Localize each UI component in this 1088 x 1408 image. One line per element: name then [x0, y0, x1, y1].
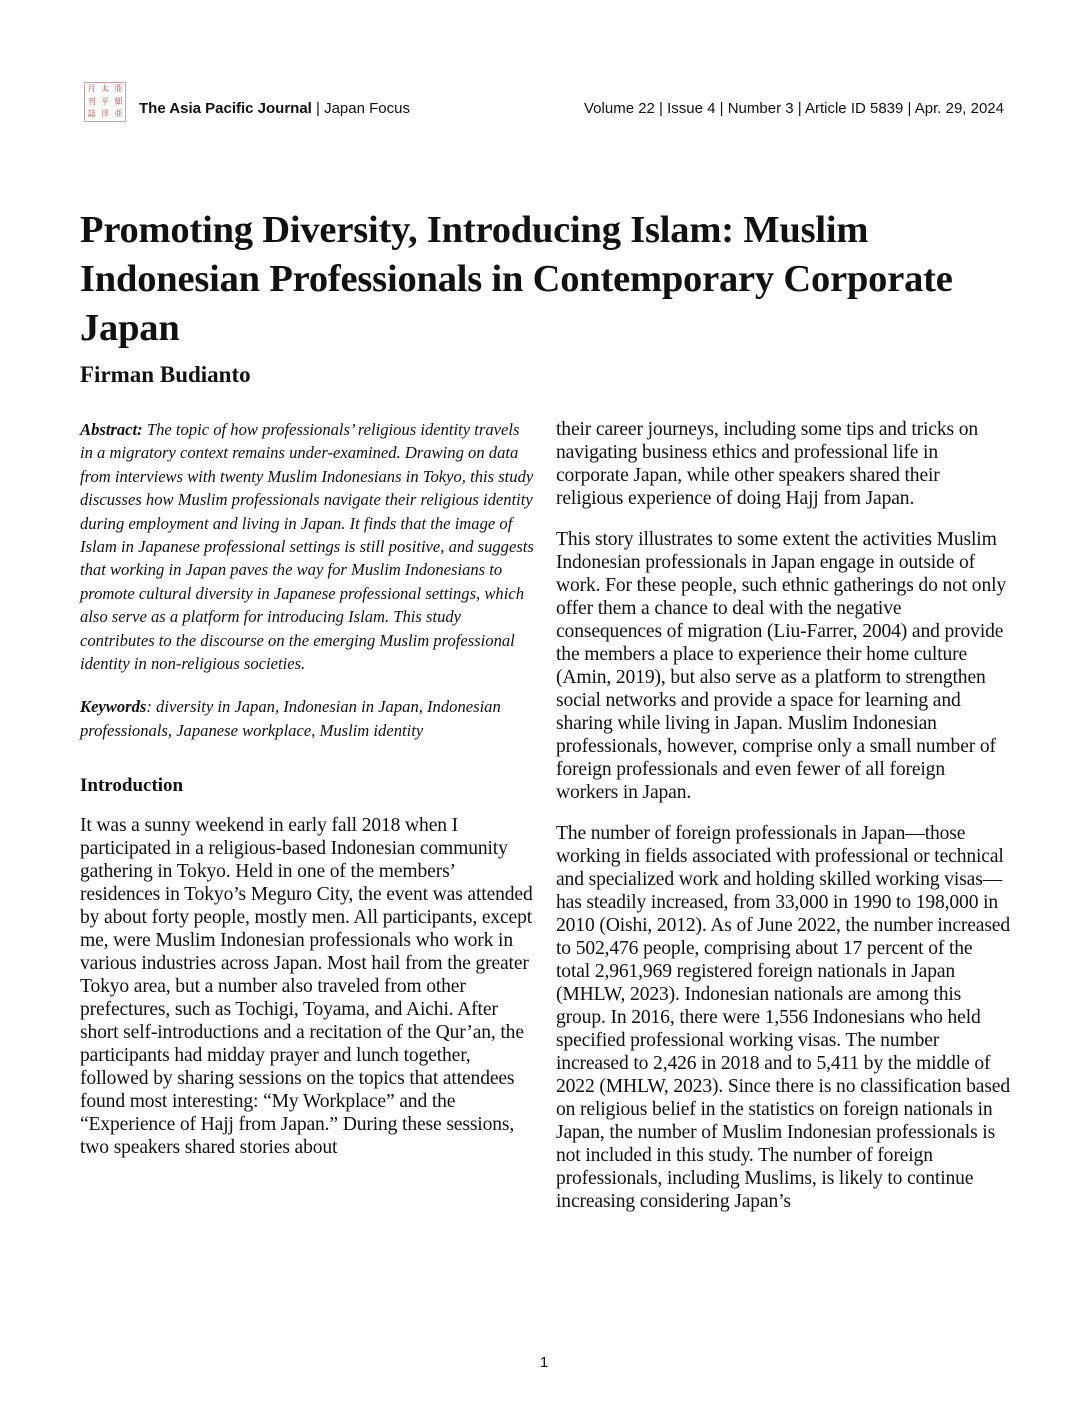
- abstract-text: The topic of how professionals’ religious identity travels in a migratory context remains under-examined. Drawing on data from interviews with twenty Muslim Indonesians in Tokyo, this study discusses how Muslim professionals navigate their religious identity during employment and living in Japan. It finds that the image of Islam in Japanese professional settings is still positive, and suggests that working in Japan paves the way for Muslim Indonesians to promote cultural diversity in Japanese professional settings, which also serve as a platform for introducing Islam. This study contributes to the discourse on the emerging Muslim professional identity in non-religious societies.: [80, 420, 534, 674]
- keywords-text: : diversity in Japan, Indonesian in Japan, Indonesian professionals, Japanese workplace, Muslim identity: [80, 697, 501, 740]
- article-title: Promoting Diversity, Introducing Islam: Muslim Indonesian Professionals in Contemporary Corporate Japan: [80, 209, 953, 349]
- journal-separator: |: [311, 100, 325, 117]
- abstract-label: Abstract:: [80, 420, 143, 439]
- left-column: [80, 418, 536, 1173]
- keywords-label: Keywords: [80, 697, 147, 717]
- section-heading-introduction: Introduction: [80, 775, 184, 797]
- logo-glyph: 平: [100, 96, 109, 106]
- journal-subtitle: Japan Focus: [324, 100, 410, 117]
- body-paragraph: their career journeys, including some tips and tricks on navigating business ethics and professional life in corporate Japan, while other speakers shared their religious experience of doing Hajj from Japan.: [556, 419, 979, 509]
- logo-glyph: 細: [114, 96, 123, 106]
- logo-glyph: 太: [100, 84, 109, 93]
- logo-glyph: 亜: [114, 109, 123, 119]
- logo-glyph: 誌: [87, 109, 96, 119]
- journal-name-line: [139, 100, 410, 117]
- article-author: Firman Budianto: [80, 362, 251, 387]
- journal-logo: [84, 82, 126, 122]
- keywords: [80, 695, 536, 742]
- body-paragraph: The number of foreign professionals in Japan—those working in fields associated with professional or technical and specialized work and holding skilled working visas—has steadily increased, from 33,000 in 1990 to 198,000 in 2010 (Oishi, 2012). As of June 2022, the number increased to 502,476 people, comprising about 17 percent of the total 2,961,969 registered foreign nationals in Japan (MHLW, 2023). Indonesian nationals are among this group. In 2016, there were 1,556 Indonesians who held specified professional working visas. The number increased to 2,426 in 2018 and to 5,411 by the middle of 2022 (MHLW, 2023). Since there is no classification based on religious belief in the statistics on foreign nationals in Japan, the number of Muslim Indonesian professionals is not included in this study. The number of foreign professionals, including Muslims, is likely to continue increasing considering Japan’s: [556, 823, 1010, 1212]
- logo-glyph: 刊: [87, 96, 96, 106]
- right-column: [556, 418, 1010, 1231]
- page-number: 1: [539, 1354, 549, 1371]
- logo-glyph: 月: [87, 84, 96, 93]
- logo-glyph: 亜: [114, 84, 123, 93]
- page-header: [84, 82, 1004, 122]
- logo-glyph: 洋: [100, 109, 109, 119]
- body-paragraph: It was a sunny weekend in early fall 2018 when I participated in a religious-based Indonesian community gathering in Tokyo. Held in one of the members’ residences in Tokyo’s Meguro City, the event was attended by about forty people, mostly men. All participants, except me, were Muslim Indonesian professionals who work in various industries across Japan. Most hail from the greater Tokyo area, but a number also traveled from other prefectures, such as Tochigi, Toyama, and Aichi. After short self-introductions and a recitation of the Qur’an, the participants had midday prayer and lunch together, followed by sharing sessions on the topics that attendees found most interesting: “My Workplace” and the “Experience of Hajj from Japan.” During these sessions, two speakers shared stories about: [80, 815, 533, 1159]
- abstract: [80, 418, 536, 675]
- issue-info: Volume 22 | Issue 4 | Number 3 | Article ID 5839 | Apr. 29, 2024: [584, 100, 1004, 117]
- body-paragraph: This story illustrates to some extent the activities Muslim Indonesian professionals in Japan engage in outside of work. For these people, such ethnic gatherings do not only offer them a chance to deal with the negative consequences of migration (Liu-Farrer, 2004) and provide the members a place to experience their home culture (Amin, 2019), but also serve as a platform to strengthen social networks and provide a space for learning and sharing while living in Japan. Muslim Indonesian professionals, however, comprise only a small number of foreign professionals and even fewer of all foreign workers in Japan.: [556, 529, 1007, 803]
- journal-name: The Asia Pacific Journal: [139, 100, 312, 117]
